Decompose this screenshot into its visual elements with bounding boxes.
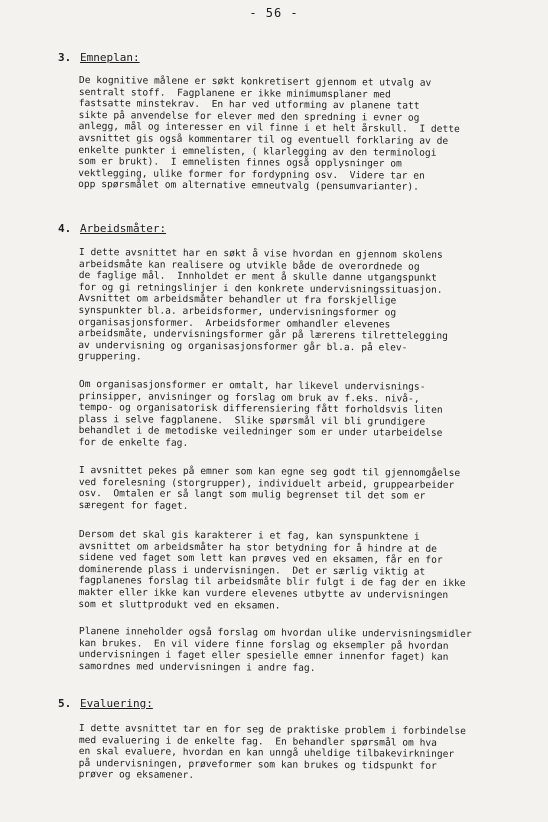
section-title: Emneplan: — [80, 51, 140, 64]
section-number: 3. — [58, 51, 72, 64]
paragraph: I avsnittet pekes på emner som kan egne seg godt til gjennomgåelse ved forelesning (storgrupper), individuelt arbeid, gruppearbeider osv. Omtalen er så langt som mulig begrenset til det som er særegent for faget. — [78, 465, 461, 512]
paragraph: Planene inneholder også forslag om hvordan ulike undervisningsmidler kan brukes. En vil videre finne forslag og eksempler på hvordan undervisningen i faget eller spesielle emner innenfor faget) kan samordnes med undervisningen i andre fag. — [78, 626, 472, 674]
section-number: 5. — [58, 697, 72, 710]
page-number: - 56 - — [249, 6, 299, 20]
paragraph: De kognitive målene er søkt konkretisert gjennom et utvalg av sentralt stoff. Fagplanene er ikke minimumsplaner med fastsatte minstekrav. En har ved utforming av planene tatt sikte på anvendelse for elever med den spredning i evner og anlegg, mål og interesser en vil finne i et helt årskull. I dette avsnittet gis også kommentarer til og eventuell forklaring av de enkelte punkter i emnelisten, ( klarlegging av den terminologi som er brukt). I emnelisten finnes også opplysninger om vektlegging, ulike former for fordypning osv. Videre tar en opp spørsmålet om alternative emneutvalg (pensumvarianter). — [78, 75, 460, 194]
paragraph: Om organisasjonsformer er omtalt, har likevel undervisnings- prinsipper, anvisninger og forslag om bruk av f.eks. nivå-, tempo- og organisatorisk differensiering fått forholdsvis liten plass i selve fagplanene. Slike spørsmål vil bli grundigere behandlet i de metodiske veiledninger som er under utarbeidelse for de enkelte fag. — [78, 379, 443, 449]
section-title: Arbeidsmåter: — [80, 222, 167, 235]
paragraph: I dette avsnittet tar en for seg de praktiske problem i forbindelse med evaluering i de enkelte fag. En behandler spørsmål om hva en skal evaluere, hvordan en kan unngå uheldige tilbakevirkninger på undervisningen, prøveformer som kan brukes og tidspunkt for prøver og eksamener. — [78, 723, 466, 782]
section-number: 4. — [58, 222, 72, 235]
paragraph: I dette avsnittet har en søkt å vise hvordan en gjennom skolens arbeidsmåte kan realisere og utvikle både de overordnede og de faglige mål. Innholdet er ment å skulle danne utgangspunkt for og gi retningslinjer i den konkrete undervisningssituasjon. Avsnittet om arbeidsmåter behandler ut fra forskjellige synspunkter bl.a. arbeidsformer, undervisningsformer og organisasjonsformer. Arbeidsformer omhandler elevenes arbeidsmåte, undervisningsformer går på lærerens tilrettelegging av undervisning og organisasjonsformer går bl.a. på elev- gruppering. — [78, 247, 449, 363]
section-title: Evaluering: — [80, 697, 153, 710]
paragraph: Dersom det skal gis karakterer i et fag, kan synspunktene i avsnittet om arbeidsmåter ha stor betydning for å hindre at de sidene ved faget som lett kan prøves ved en eksamen, får en for dominerende plass i undervisningen. Det er særlig viktig at fagplanenes forslag til arbeidsmåte blir fulgt i de fag der en ikke makter eller ikke kan vurdere elevenes utbytte av undervisningen som et sluttprodukt ved en eksamen. — [78, 529, 466, 612]
